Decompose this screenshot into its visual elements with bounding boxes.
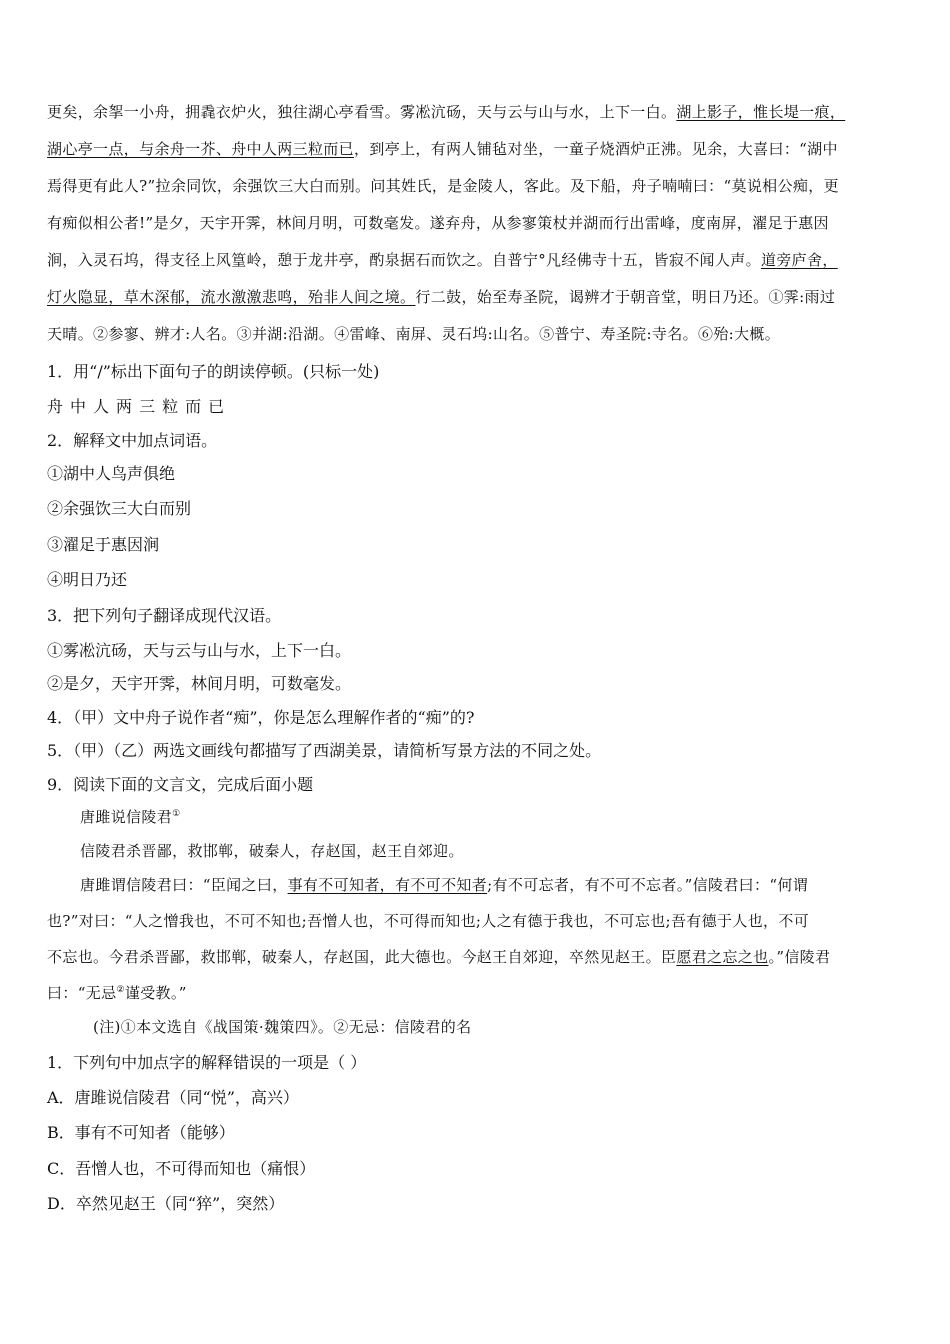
sentence-char: 三 bbox=[139, 397, 156, 416]
mc-question: 1．下列句中加点字的解释错误的一项是（ ） bbox=[47, 1053, 367, 1072]
underlined-sentence: 道旁庐舍， bbox=[760, 251, 838, 269]
sentence-char: 粒 bbox=[162, 397, 179, 416]
underlined-sentence: 灯火隐显，草木深郁，流水激激悲鸣，殆非人间之境。 bbox=[47, 288, 416, 306]
passage-b-line-3: 也?”对曰：“人之憎我也，不可不知也;吾憎人也，不可得而知也;人之有德于我也，不可忘也;吾有德于人也，不可 bbox=[47, 912, 810, 930]
passage-line-2 bbox=[47, 138, 906, 159]
sentence-char: 两 bbox=[116, 397, 133, 416]
footnote-marker: ① bbox=[172, 809, 181, 819]
passage-b-line-1: 信陵君杀晋鄙，救邯郸，破秦人，存赵国，赵王自郊迎。 bbox=[80, 842, 464, 860]
passage-line-4: 有痴似相公者!”是夕，天宇开霁，林间月明，可数毫发。遂弃舟，从参寥策杖并湖而行出雷峰，度南屏，濯足于惠因 bbox=[47, 214, 829, 232]
passage-b-note: (注)①本文选自《战国策·魏策四》。②无忌：信陵君的名 bbox=[93, 1018, 472, 1036]
question-2-item: ②余强饮三大白而别 bbox=[47, 499, 192, 518]
question-2-item: ①湖中人鸟声俱绝 bbox=[47, 464, 176, 483]
question-3: 3．把下列句子翻译成现代汉语。 bbox=[47, 606, 282, 625]
question-4: 4．（甲）文中舟子说作者“痴”，你是怎么理解作者的“痴”的? bbox=[47, 708, 475, 727]
question-2: 2．解释文中加点词语。 bbox=[47, 431, 218, 450]
sentence-char: 中 bbox=[70, 397, 87, 416]
option-d: D．卒然见赵王（同“猝”，突然） bbox=[47, 1194, 285, 1213]
option-c: C．吾憎人也，不可得而知也（痛恨） bbox=[47, 1159, 316, 1178]
underlined-sentence: 愿君之忘之也 bbox=[676, 948, 769, 966]
option-b: B．事有不可知者（能够） bbox=[47, 1123, 235, 1142]
sentence-char: 舟 bbox=[47, 397, 64, 416]
question-5: 5．（甲）（乙）两选文画线句都描写了西湖美景，请简析写景方法的不同之处。 bbox=[47, 741, 602, 760]
passage-text: 。”信陵君 bbox=[768, 948, 831, 966]
option-a: A．唐雎说信陵君（同“悦”，高兴） bbox=[47, 1088, 299, 1107]
passage-text: 唐雎谓信陵君曰：“臣闻之曰， bbox=[80, 876, 288, 894]
passage-text: ;有不可忘者，有不可不忘者。”信陵君曰：“何谓 bbox=[487, 876, 809, 894]
question-3-item: ②是夕，天宇开霁，林间月明，可数毫发。 bbox=[47, 674, 352, 693]
passage-b-title bbox=[80, 806, 906, 827]
passage-b-line-5 bbox=[47, 982, 906, 1003]
passage-line-3: 焉得更有此人?”拉余同饮，余强饮三大白而别。问其姓氏，是金陵人，客此。及下船，舟子喃喃曰：“莫说相公痴，更 bbox=[47, 177, 839, 195]
passage-line-1 bbox=[47, 101, 906, 122]
question-2-item: ④明日乃还 bbox=[47, 570, 128, 589]
passage-b-line-2 bbox=[80, 874, 906, 895]
passage-text: 曰：“无忌 bbox=[47, 984, 117, 1002]
question-1-sentence bbox=[47, 394, 906, 417]
sentence-char: 人 bbox=[93, 397, 110, 416]
underlined-sentence: 湖上影子，惟长堤一痕， bbox=[676, 103, 846, 121]
passage-text: 更矣，余挐一小舟，拥毳衣炉火，独往湖心亭看雪。雾凇沆砀，天与云与山与水，上下一白。 bbox=[47, 103, 677, 121]
sentence-char: 而 bbox=[185, 397, 202, 416]
passage-line-5 bbox=[47, 249, 906, 270]
section-9-heading: 9．阅读下面的文言文，完成后面小题 bbox=[47, 775, 314, 794]
passage-text: 不忘也。今君杀晋鄙，救邯郸，破秦人，存赵国，此大德也。今赵王自郊迎，卒然见赵王。臣 bbox=[47, 948, 677, 966]
question-2-item: ③濯足于惠因涧 bbox=[47, 535, 160, 554]
sentence-char: 已 bbox=[208, 397, 225, 416]
passage-line-7: 天晴。②参寥、辨才:人名。③并湖:沿湖。④雷峰、南屏、灵石坞:山名。⑤普宁、寿圣院:寺名。⑥殆:大概。 bbox=[47, 325, 781, 343]
question-3-item: ①雾凇沆砀，天与云与山与水，上下一白。 bbox=[47, 641, 352, 660]
passage-text: 谨受教。” bbox=[124, 984, 187, 1002]
underlined-sentence: 湖心亭一点，与余舟一芥、舟中人两三粒而已 bbox=[47, 140, 355, 158]
passage-text: 涧，入灵石坞，得支径上风篁岭，憩于龙井亭，酌泉据石而饮之。自普宁°凡经佛寺十五，皆寂不闻人声。 bbox=[47, 251, 761, 269]
title-text: 唐雎说信陵君 bbox=[80, 808, 173, 826]
passage-text: 行二鼓，始至寿圣院，谒辨才于朝音堂，明日乃还。①霁:雨过 bbox=[415, 288, 836, 306]
passage-line-6 bbox=[47, 286, 906, 307]
passage-b-line-4 bbox=[47, 946, 906, 967]
question-1: 1．用“/”标出下面句子的朗读停顿。(只标一处) bbox=[47, 362, 380, 381]
underlined-sentence: 事有不可知者，有不可不知者 bbox=[287, 876, 488, 894]
footnote-marker: ② bbox=[116, 985, 125, 995]
passage-text: ，到亭上，有两人铺毡对坐，一童子烧酒炉正沸。见余，大喜曰：“湖中 bbox=[354, 140, 838, 158]
